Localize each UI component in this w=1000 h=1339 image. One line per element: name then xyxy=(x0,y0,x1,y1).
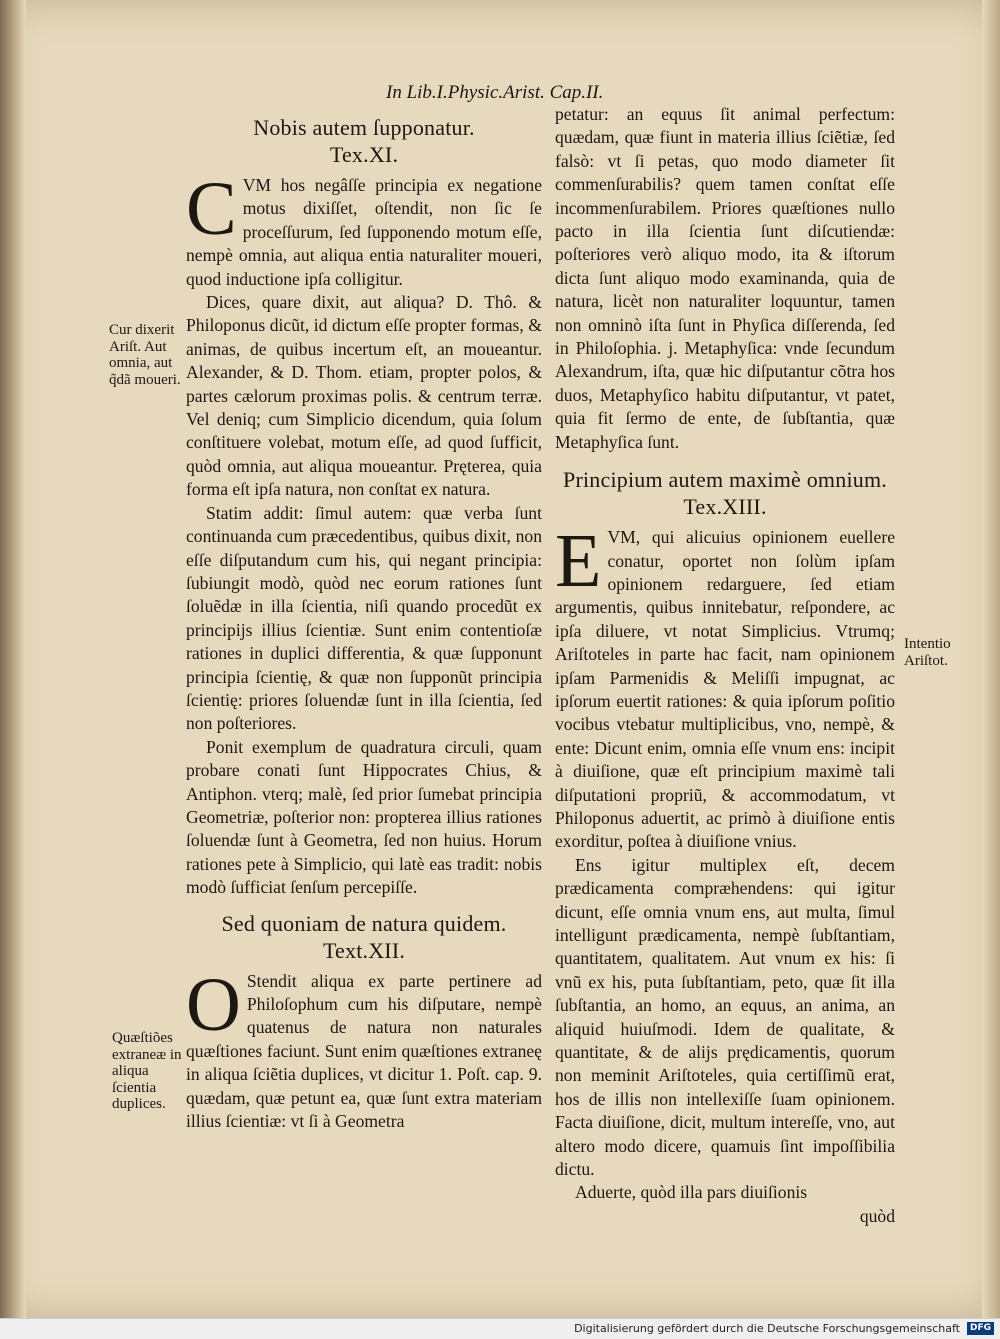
digitization-footer xyxy=(0,1318,1000,1339)
section-heading-text-xii xyxy=(186,910,542,964)
heading-line: Tex.XI. xyxy=(329,142,399,167)
heading-line: Text.XII. xyxy=(322,937,406,963)
drop-cap: E xyxy=(555,519,602,604)
margin-note-2: Quæſtiões extraneæ in aliqua ſcientia duplices. xyxy=(112,1030,182,1112)
page-edge xyxy=(982,0,1000,1318)
footer-credit: Digitalisierung gefördert durch die Deutsche Forschungsgemeinschaft xyxy=(574,1322,960,1335)
paragraph: Ponit exemplum de quadratura circuli, quam probare conati ſunt Hippocrates Chius, & Antiphon. vterq; malè, ſed prior ſumebat principia Geometriæ, poſterior non: propterea illius rationes ſoluendæ ſunt à Geometra, ſed non huius. Horum rationes pete à Simplicio, qui latè eas tradit: nobis modò ſufficiat ſenſum percepiſſe. xyxy=(186,736,542,898)
paragraph xyxy=(186,962,542,1134)
paragraph-text: VM, qui alicuius opinionem euellere conatur, oportet non ſolùm ipſam opinionem redarguere, ſed etiam argumentis, quibus innitebatur, reſpondere, ac ipſa diluere, vt notat Simplicius. Vtrumq; Ariſtoteles in parte hac facit, nam opinionem ipſam Parmenidis & Meliſſi impugnat, ac ipſorum euertit rationes: & quia ipſorum poſitio vocibus vtebatur multiplicibus, vno, nempè, & ente: Dicunt enim, omnia eſſe vnum ens: incipit à diuiſione, quæ eſt principium maximè tali diſputationi propriũ, & accommodatum, vt Philoponus aduertit, ac primò à diuiſione entis exorditur, poſtea à diuiſione vnius. xyxy=(555,527,895,852)
heading-line: Tex.XIII. xyxy=(683,494,767,520)
paragraph: petatur: an equus ſit animal perfectum: quædam, quæ fiunt in materia illius ſciẽtiæ, ſed falsò: vt ſi petas, quo modo diameter ſit commenſurabilis? quem tamen conſtat eſſe incommenſurabilem. Priores quæſtiones nullo pacto in illa ſcientia ſunt diſcutiendæ: poſteriores verò aliquo modo, ita & iſtorum dicta ſunt aliquo modo examinanda, quia de natura, licèt non naturaliter loquuntur, tamen non omninò iſta ſunt in Phyſica diſſerenda, ſed in Philoſophia. j. Metaphyſica: vnde ſecundum Alexandrum, iſta, quæ hic diſputantur cõtra hos duos, Metaphyſico habitu diſputantur, vt patet, quia fit ſermo de ente, de ſubſtantia, quæ Metaphyſica ſunt. xyxy=(555,104,895,452)
heading-line: Principium autem maximè omnium. xyxy=(563,467,887,493)
paragraph: Aduerte, quòd illa pars diuiſionis xyxy=(575,1182,808,1203)
binding-gutter xyxy=(0,0,26,1318)
paragraph xyxy=(186,167,542,291)
paragraph-text: Stendit aliqua ex parte pertinere ad Philoſophum cum his diſputare, nempè quatenus de natura non naturales quæſtiones faciunt. Sunt enim quæſtiones extraneę in aliqua ſciẽtia duplices, vt dicitur 1. Poſt. cap. 9. quædam, quæ petunt ea, quæ ſunt extra materiam illius ſcientiæ: vt ſi à Geometra xyxy=(186,970,542,1132)
catchword: quòd xyxy=(859,1205,895,1226)
section-heading-tex-xiii xyxy=(555,466,895,520)
right-column xyxy=(555,103,895,1228)
drop-cap: C xyxy=(186,167,237,251)
heading-line: Nobis autem ſupponatur. xyxy=(253,115,475,140)
dfg-logo: DFG xyxy=(967,1322,994,1335)
paragraph-text: VM hos negâſſe principia ex negatione motus dixiſſet, oſtendit, non ſic ſe proceſſurum, ſed ſupponendo motum eſſe, nempè omnia, aut aliqua entia naturaliter moueri, quod inductione ipſa colligitur. xyxy=(186,175,542,289)
paragraph: Statim addit: ſimul autem: quæ verba ſunt continuanda cum præcedentibus, quibus dixit, non eſſe diſputandum cum his, qui negant principia: ſubiungit modò, quòd nec eorum rationes ſunt ſoluẽdæ in illa ſcientia, niſi quando procedũt ex principijs illius ſcientiæ. Sunt enim contentioſæ rationes in duplici differentia, & quæ ſupponunt principia ſcientię, & quæ non ſupponũt principia ſcientię: priores ſoluendæ ſunt in illa ſcientia, ſed non poſteriores. xyxy=(186,502,542,734)
running-head: In Lib.I.Physic.Arist. Cap.II. xyxy=(386,82,604,103)
margin-note-1: Cur dixerit Ariſt. Aut omnia, aut q̃dã moueri. xyxy=(109,322,181,388)
section-heading-tex-xi xyxy=(186,114,542,168)
paragraph xyxy=(555,519,895,854)
left-column xyxy=(186,114,542,1133)
margin-note-3: Intentio Ariſtot. xyxy=(904,636,951,669)
paragraph: Dices, quare dixit, aut aliqua? D. Thô. & Philoponus dicũt, id dictum eſſe propter formas, & animas, de quibus incertum eſt, an moueantur. Alexander, & D. Thom. etiam, propter polos, & partes cælorum proximas polis. & centrum terræ. Vel deniq; cum Simplicio dicendum, quia ſolum conſtituere volebat, motum eſſe, ad quod ſufficit, quòd omnia, aut aliqua moueantur. Pręterea, quia forma eſt ipſa natura, non conſtat ex natura. xyxy=(186,292,542,500)
drop-cap: O xyxy=(186,962,241,1047)
paragraph: Ens igitur multiplex eſt, decem prædicamenta compræhendens: qui igitur dicunt, eſſe omnia vnum ens, aut multa, ſimul intelligunt prædicamenta, nempè ſubſtantiam, quantitatem, qualitatem. Aut vnum ex his: ſi vnũ ex his, puta ſubſtantiam, peto, quæ ſit illa ſubſtantia, an homo, an equus, an anima, an aliquid huiuſmodi. Idem de qualitate, & quantitate, & de alijs prędicamentis, quorum non meminit Ariſtoteles, quia certiſſimũ erat, hos de illis non intellexiſſe ſuam opinionem. Facta diuiſione, dicit, multum intereſſe, vno, aut altero modo dicere, quamuis ſint impoſſibilia dictu. xyxy=(555,854,895,1180)
heading-line: Sed quoniam de natura quidem. xyxy=(221,910,507,936)
